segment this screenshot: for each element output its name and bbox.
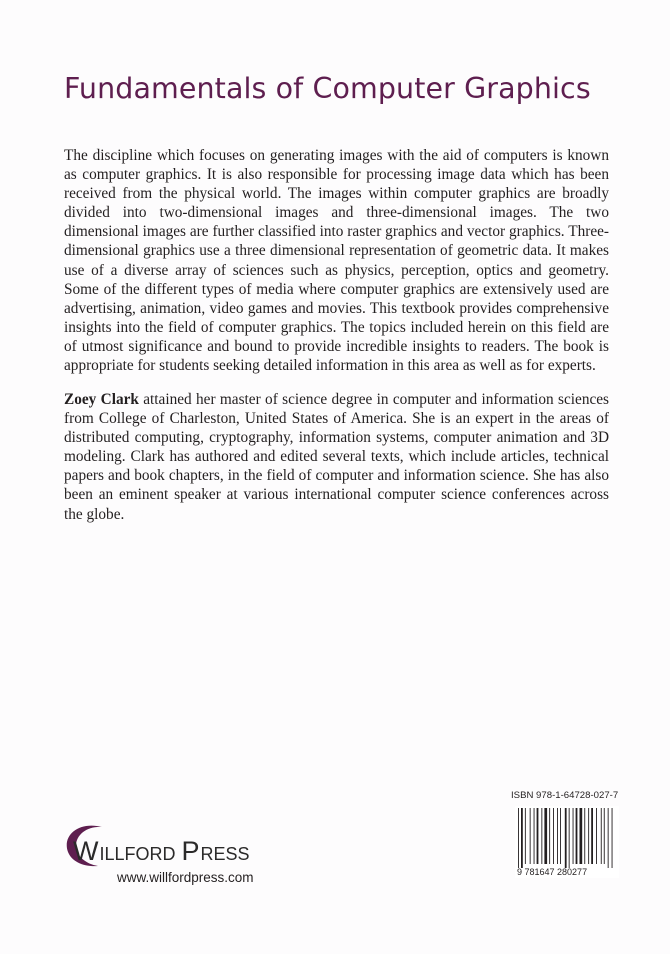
- barcode-bar: [560, 808, 561, 864]
- barcode-bar: [541, 808, 542, 864]
- barcode-bar: [573, 808, 574, 864]
- barcode-digits: 9 781647 280277: [517, 867, 588, 877]
- barcode-bar: [525, 808, 526, 864]
- logo-initial-p: P: [181, 836, 200, 866]
- barcode-bar: [608, 808, 609, 868]
- barcode-bar: [521, 808, 523, 868]
- barcode-bar: [534, 808, 535, 864]
- willford-press-logo: [62, 822, 262, 868]
- barcode-bar: [576, 808, 578, 864]
- barcode-bar: [549, 808, 550, 864]
- isbn-barcode: [515, 806, 619, 878]
- barcode-bar: [565, 808, 567, 868]
- book-title: Fundamentals of Computer Graphics: [64, 72, 591, 105]
- logo-wordmark: [73, 836, 250, 866]
- barcode-bar: [604, 808, 605, 864]
- barcode-bar: [588, 808, 589, 864]
- isbn-label: ISBN 978-1-64728-027-7: [511, 790, 619, 801]
- logo-initial-w: W: [73, 836, 99, 866]
- barcode-bar: [584, 808, 585, 864]
- barcode-bar: [530, 808, 531, 864]
- author-bio-text: attained her master of science degree in computer and information sciences from College of Charleston, United States of America. She is an expert in the areas of distributed computing, cryptography, information systems, computer animation and 3D modeling. Clark has authored and edited several texts, which include articles, technical papers and book chapters, in the field of computer and information science. She has also been an eminent speaker at various international computer science conferences across the globe.: [64, 391, 609, 523]
- barcode-bar: [612, 808, 613, 868]
- barcode-bar: [591, 808, 593, 864]
- barcode-bar: [596, 808, 597, 864]
- logo-rest-illford: ILLFORD: [99, 844, 176, 864]
- barcode-bar: [580, 808, 583, 864]
- barcode-bar: [518, 808, 519, 868]
- barcode-bar: [557, 808, 558, 864]
- publisher-website: www.willfordpress.com: [117, 870, 254, 885]
- author-bio: [64, 390, 609, 524]
- barcode-bar: [537, 808, 539, 864]
- author-name: Zoey Clark: [64, 391, 139, 408]
- book-description: The discipline which focuses on generating images with the aid of computers is known as computer graphics. It is also responsible for processing image data which has been received from the physical world. The images within computer graphics are broadly divided into two-dimensional images and three-dimensional images. The two dimensional images are further classified into raster graphics and vector graphics. Three-dimensional graphics use a three dimensional representation of geometric data. It makes use of a diverse array of sciences such as physics, perception, optics and geometry. Some of the different types of media where computer graphics are extensively used are advertising, animation, video games and movies. This textbook provides comprehensive insights into the field of computer graphics. The topics included herein on this field are of utmost significance and bound to provide incredible insights to readers. The book is appropriate for students seeking detailed information in this area as well as for experts.: [64, 147, 609, 375]
- barcode-bar: [601, 808, 602, 864]
- logo-rest-ress: RESS: [200, 844, 250, 864]
- barcode-bar: [544, 808, 547, 864]
- barcode-bar: [569, 808, 570, 868]
- barcode-bar: [553, 808, 554, 864]
